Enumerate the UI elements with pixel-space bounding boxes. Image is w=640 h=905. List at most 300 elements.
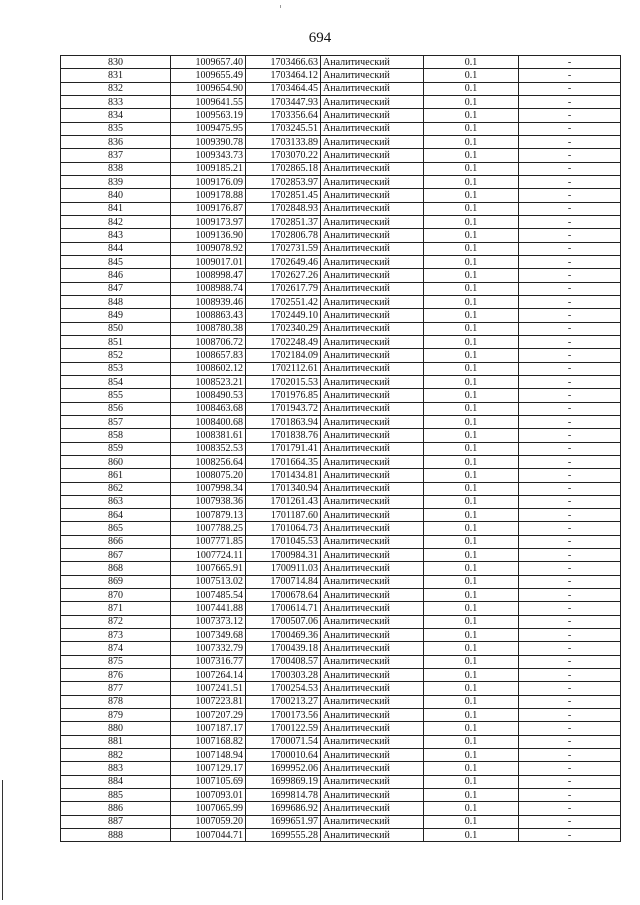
table-row [61,629,621,642]
point-number-cell: 876 [61,669,171,682]
y-coordinate-cell: 1700254.53 [246,682,321,695]
method-cell: Аналитический [321,162,424,175]
table-row [61,322,621,335]
point-number-cell: 882 [61,749,171,762]
method-cell: Аналитический [321,295,424,308]
point-number-cell: 864 [61,509,171,522]
method-cell: Аналитический [321,642,424,655]
x-coordinate-cell: 1007105.69 [171,775,246,788]
y-coordinate-cell: 1699952.06 [246,762,321,775]
method-cell: Аналитический [321,442,424,455]
point-number-cell: 830 [61,56,171,69]
method-cell: Аналитический [321,229,424,242]
point-number-cell: 832 [61,82,171,95]
note-cell: - [519,362,621,375]
accuracy-cell: 0.1 [424,309,519,322]
method-cell: Аналитический [321,335,424,348]
y-coordinate-cell: 1702853.97 [246,175,321,188]
point-number-cell: 873 [61,629,171,642]
point-number-cell: 851 [61,335,171,348]
table-row [61,175,621,188]
note-cell: - [519,789,621,802]
point-number-cell: 837 [61,149,171,162]
scan-edge-line [2,780,3,900]
accuracy-cell: 0.1 [424,802,519,815]
table-row [61,695,621,708]
note-cell: - [519,82,621,95]
y-coordinate-cell: 1703070.22 [246,149,321,162]
accuracy-cell: 0.1 [424,56,519,69]
x-coordinate-cell: 1007665.91 [171,562,246,575]
x-coordinate-cell: 1007129.17 [171,762,246,775]
x-coordinate-cell: 1007332.79 [171,642,246,655]
accuracy-cell: 0.1 [424,242,519,255]
accuracy-cell: 0.1 [424,215,519,228]
note-cell: - [519,722,621,735]
method-cell: Аналитический [321,362,424,375]
note-cell: - [519,629,621,642]
table-row [61,442,621,455]
y-coordinate-cell: 1701664.35 [246,455,321,468]
y-coordinate-cell: 1700071.54 [246,735,321,748]
x-coordinate-cell: 1008706.72 [171,335,246,348]
point-number-cell: 885 [61,789,171,802]
x-coordinate-cell: 1009078.92 [171,242,246,255]
accuracy-cell: 0.1 [424,722,519,735]
accuracy-cell: 0.1 [424,562,519,575]
table-row [61,242,621,255]
point-number-cell: 858 [61,429,171,442]
y-coordinate-cell: 1703464.45 [246,82,321,95]
method-cell: Аналитический [321,255,424,268]
point-number-cell: 855 [61,389,171,402]
method-cell: Аналитический [321,589,424,602]
accuracy-cell: 0.1 [424,95,519,108]
point-number-cell: 839 [61,175,171,188]
x-coordinate-cell: 1009185.21 [171,162,246,175]
table-row [61,309,621,322]
y-coordinate-cell: 1701261.43 [246,495,321,508]
x-coordinate-cell: 1007148.94 [171,749,246,762]
x-coordinate-cell: 1007373.12 [171,615,246,628]
note-cell: - [519,615,621,628]
x-coordinate-cell: 1008523.21 [171,375,246,388]
method-cell: Аналитический [321,682,424,695]
y-coordinate-cell: 1700984.31 [246,549,321,562]
accuracy-cell: 0.1 [424,189,519,202]
accuracy-cell: 0.1 [424,762,519,775]
x-coordinate-cell: 1007485.54 [171,589,246,602]
accuracy-cell: 0.1 [424,815,519,828]
method-cell: Аналитический [321,135,424,148]
y-coordinate-cell: 1701187.60 [246,509,321,522]
note-cell: - [519,775,621,788]
point-number-cell: 878 [61,695,171,708]
accuracy-cell: 0.1 [424,282,519,295]
note-cell: - [519,69,621,82]
note-cell: - [519,682,621,695]
accuracy-cell: 0.1 [424,109,519,122]
x-coordinate-cell: 1008939.46 [171,295,246,308]
table-row [61,349,621,362]
y-coordinate-cell: 1702551.42 [246,295,321,308]
point-number-cell: 869 [61,575,171,588]
table-row [61,682,621,695]
accuracy-cell: 0.1 [424,255,519,268]
x-coordinate-cell: 1008780.38 [171,322,246,335]
y-coordinate-cell: 1703466.63 [246,56,321,69]
x-coordinate-cell: 1008463.68 [171,402,246,415]
y-coordinate-cell: 1699814.78 [246,789,321,802]
y-coordinate-cell: 1702340.29 [246,322,321,335]
x-coordinate-cell: 1007187.17 [171,722,246,735]
point-number-cell: 833 [61,95,171,108]
x-coordinate-cell: 1007788.25 [171,522,246,535]
point-number-cell: 845 [61,255,171,268]
accuracy-cell: 0.1 [424,709,519,722]
point-number-cell: 866 [61,535,171,548]
point-number-cell: 880 [61,722,171,735]
table-row [61,602,621,615]
point-number-cell: 856 [61,402,171,415]
table-row [61,735,621,748]
x-coordinate-cell: 1009173.97 [171,215,246,228]
method-cell: Аналитический [321,122,424,135]
point-number-cell: 849 [61,309,171,322]
method-cell: Аналитический [321,455,424,468]
x-coordinate-cell: 1007771.85 [171,535,246,548]
method-cell: Аналитический [321,789,424,802]
note-cell: - [519,255,621,268]
point-number-cell: 840 [61,189,171,202]
y-coordinate-cell: 1700408.57 [246,655,321,668]
method-cell: Аналитический [321,175,424,188]
note-cell: - [519,522,621,535]
x-coordinate-cell: 1007879.13 [171,509,246,522]
accuracy-cell: 0.1 [424,655,519,668]
note-cell: - [519,402,621,415]
point-number-cell: 879 [61,709,171,722]
y-coordinate-cell: 1702865.18 [246,162,321,175]
y-coordinate-cell: 1703464.12 [246,69,321,82]
accuracy-cell: 0.1 [424,135,519,148]
method-cell: Аналитический [321,56,424,69]
method-cell: Аналитический [321,242,424,255]
method-cell: Аналитический [321,749,424,762]
point-number-cell: 834 [61,109,171,122]
table-row [61,135,621,148]
method-cell: Аналитический [321,829,424,842]
table-row [61,162,621,175]
x-coordinate-cell: 1008381.61 [171,429,246,442]
point-number-cell: 844 [61,242,171,255]
point-number-cell: 886 [61,802,171,815]
note-cell: - [519,602,621,615]
method-cell: Аналитический [321,269,424,282]
method-cell: Аналитический [321,69,424,82]
y-coordinate-cell: 1701064.73 [246,522,321,535]
x-coordinate-cell: 1008998.47 [171,269,246,282]
y-coordinate-cell: 1700173.56 [246,709,321,722]
table-row [61,495,621,508]
scan-mark [280,5,281,8]
x-coordinate-cell: 1007938.36 [171,495,246,508]
note-cell: - [519,562,621,575]
accuracy-cell: 0.1 [424,402,519,415]
table-row [61,535,621,548]
method-cell: Аналитический [321,695,424,708]
note-cell: - [519,95,621,108]
table-row [61,189,621,202]
y-coordinate-cell: 1701045.53 [246,535,321,548]
y-coordinate-cell: 1702184.09 [246,349,321,362]
method-cell: Аналитический [321,149,424,162]
method-cell: Аналитический [321,669,424,682]
table-row [61,69,621,82]
accuracy-cell: 0.1 [424,695,519,708]
x-coordinate-cell: 1007264.14 [171,669,246,682]
table-row [61,549,621,562]
y-coordinate-cell: 1701791.41 [246,442,321,455]
accuracy-cell: 0.1 [424,669,519,682]
method-cell: Аналитический [321,322,424,335]
table-row [61,295,621,308]
method-cell: Аналитический [321,109,424,122]
method-cell: Аналитический [321,215,424,228]
y-coordinate-cell: 1700469.36 [246,629,321,642]
y-coordinate-cell: 1700122.59 [246,722,321,735]
y-coordinate-cell: 1700439.18 [246,642,321,655]
y-coordinate-cell: 1702112.61 [246,362,321,375]
method-cell: Аналитический [321,509,424,522]
method-cell: Аналитический [321,655,424,668]
y-coordinate-cell: 1699686.92 [246,802,321,815]
method-cell: Аналитический [321,389,424,402]
point-number-cell: 881 [61,735,171,748]
table-row [61,509,621,522]
point-number-cell: 846 [61,269,171,282]
note-cell: - [519,269,621,282]
y-coordinate-cell: 1702015.53 [246,375,321,388]
accuracy-cell: 0.1 [424,522,519,535]
method-cell: Аналитический [321,735,424,748]
point-number-cell: 854 [61,375,171,388]
y-coordinate-cell: 1701863.94 [246,415,321,428]
y-coordinate-cell: 1700507.06 [246,615,321,628]
x-coordinate-cell: 1007093.01 [171,789,246,802]
note-cell: - [519,429,621,442]
note-cell: - [519,215,621,228]
point-number-cell: 842 [61,215,171,228]
note-cell: - [519,535,621,548]
y-coordinate-cell: 1701434.81 [246,469,321,482]
x-coordinate-cell: 1009178.88 [171,189,246,202]
note-cell: - [519,389,621,402]
table-row [61,709,621,722]
point-number-cell: 863 [61,495,171,508]
x-coordinate-cell: 1008988.74 [171,282,246,295]
accuracy-cell: 0.1 [424,642,519,655]
accuracy-cell: 0.1 [424,615,519,628]
point-number-cell: 887 [61,815,171,828]
accuracy-cell: 0.1 [424,495,519,508]
point-number-cell: 835 [61,122,171,135]
x-coordinate-cell: 1008256.64 [171,455,246,468]
method-cell: Аналитический [321,469,424,482]
y-coordinate-cell: 1702806.78 [246,229,321,242]
table-row [61,389,621,402]
accuracy-cell: 0.1 [424,122,519,135]
table-row [61,775,621,788]
coordinates-table-body [61,56,621,842]
table-row [61,149,621,162]
method-cell: Аналитический [321,375,424,388]
table-row [61,202,621,215]
note-cell: - [519,189,621,202]
accuracy-cell: 0.1 [424,602,519,615]
method-cell: Аналитический [321,802,424,815]
method-cell: Аналитический [321,522,424,535]
table-row [61,562,621,575]
x-coordinate-cell: 1009176.09 [171,175,246,188]
table-row [61,482,621,495]
point-number-cell: 836 [61,135,171,148]
table-row [61,762,621,775]
method-cell: Аналитический [321,815,424,828]
table-row [61,469,621,482]
x-coordinate-cell: 1007065.99 [171,802,246,815]
accuracy-cell: 0.1 [424,362,519,375]
point-number-cell: 841 [61,202,171,215]
page-number: 694 [308,30,332,46]
accuracy-cell: 0.1 [424,202,519,215]
accuracy-cell: 0.1 [424,535,519,548]
note-cell: - [519,802,621,815]
note-cell: - [519,829,621,842]
accuracy-cell: 0.1 [424,749,519,762]
point-number-cell: 867 [61,549,171,562]
method-cell: Аналитический [321,722,424,735]
method-cell: Аналитический [321,709,424,722]
method-cell: Аналитический [321,402,424,415]
y-coordinate-cell: 1702731.59 [246,242,321,255]
method-cell: Аналитический [321,189,424,202]
accuracy-cell: 0.1 [424,415,519,428]
method-cell: Аналитический [321,429,424,442]
x-coordinate-cell: 1009176.87 [171,202,246,215]
point-number-cell: 847 [61,282,171,295]
point-number-cell: 843 [61,229,171,242]
table-row [61,642,621,655]
note-cell: - [519,709,621,722]
y-coordinate-cell: 1700010.64 [246,749,321,762]
accuracy-cell: 0.1 [424,575,519,588]
y-coordinate-cell: 1701340.94 [246,482,321,495]
x-coordinate-cell: 1008490.53 [171,389,246,402]
accuracy-cell: 0.1 [424,389,519,402]
note-cell: - [519,442,621,455]
note-cell: - [519,469,621,482]
note-cell: - [519,549,621,562]
note-cell: - [519,242,621,255]
accuracy-cell: 0.1 [424,229,519,242]
table-row [61,429,621,442]
y-coordinate-cell: 1702627.26 [246,269,321,282]
method-cell: Аналитический [321,202,424,215]
table-row [61,269,621,282]
table-row [61,749,621,762]
note-cell: - [519,815,621,828]
point-number-cell: 871 [61,602,171,615]
point-number-cell: 875 [61,655,171,668]
y-coordinate-cell: 1699555.28 [246,829,321,842]
table-row [61,722,621,735]
accuracy-cell: 0.1 [424,589,519,602]
table-row [61,56,621,69]
method-cell: Аналитический [321,95,424,108]
method-cell: Аналитический [321,415,424,428]
method-cell: Аналитический [321,82,424,95]
method-cell: Аналитический [321,309,424,322]
x-coordinate-cell: 1007513.02 [171,575,246,588]
table-row [61,669,621,682]
accuracy-cell: 0.1 [424,549,519,562]
note-cell: - [519,349,621,362]
note-cell: - [519,175,621,188]
point-number-cell: 831 [61,69,171,82]
coordinates-table [60,55,621,842]
table-row [61,789,621,802]
note-cell: - [519,509,621,522]
table-row [61,415,621,428]
point-number-cell: 883 [61,762,171,775]
accuracy-cell: 0.1 [424,322,519,335]
x-coordinate-cell: 1009017.01 [171,255,246,268]
x-coordinate-cell: 1009343.73 [171,149,246,162]
x-coordinate-cell: 1007059.20 [171,815,246,828]
point-number-cell: 861 [61,469,171,482]
table-row [61,589,621,602]
y-coordinate-cell: 1701943.72 [246,402,321,415]
x-coordinate-cell: 1008863.43 [171,309,246,322]
y-coordinate-cell: 1702617.79 [246,282,321,295]
table-row [61,362,621,375]
note-cell: - [519,575,621,588]
note-cell: - [519,56,621,69]
method-cell: Аналитический [321,562,424,575]
table-row [61,802,621,815]
table-row [61,655,621,668]
accuracy-cell: 0.1 [424,469,519,482]
table-row [61,615,621,628]
point-number-cell: 874 [61,642,171,655]
table-row [61,522,621,535]
x-coordinate-cell: 1007316.77 [171,655,246,668]
method-cell: Аналитический [321,482,424,495]
note-cell: - [519,669,621,682]
y-coordinate-cell: 1700714.84 [246,575,321,588]
accuracy-cell: 0.1 [424,829,519,842]
x-coordinate-cell: 1007998.34 [171,482,246,495]
note-cell: - [519,202,621,215]
x-coordinate-cell: 1007724.11 [171,549,246,562]
table-row [61,122,621,135]
x-coordinate-cell: 1007223.81 [171,695,246,708]
note-cell: - [519,589,621,602]
y-coordinate-cell: 1703245.51 [246,122,321,135]
accuracy-cell: 0.1 [424,82,519,95]
note-cell: - [519,735,621,748]
